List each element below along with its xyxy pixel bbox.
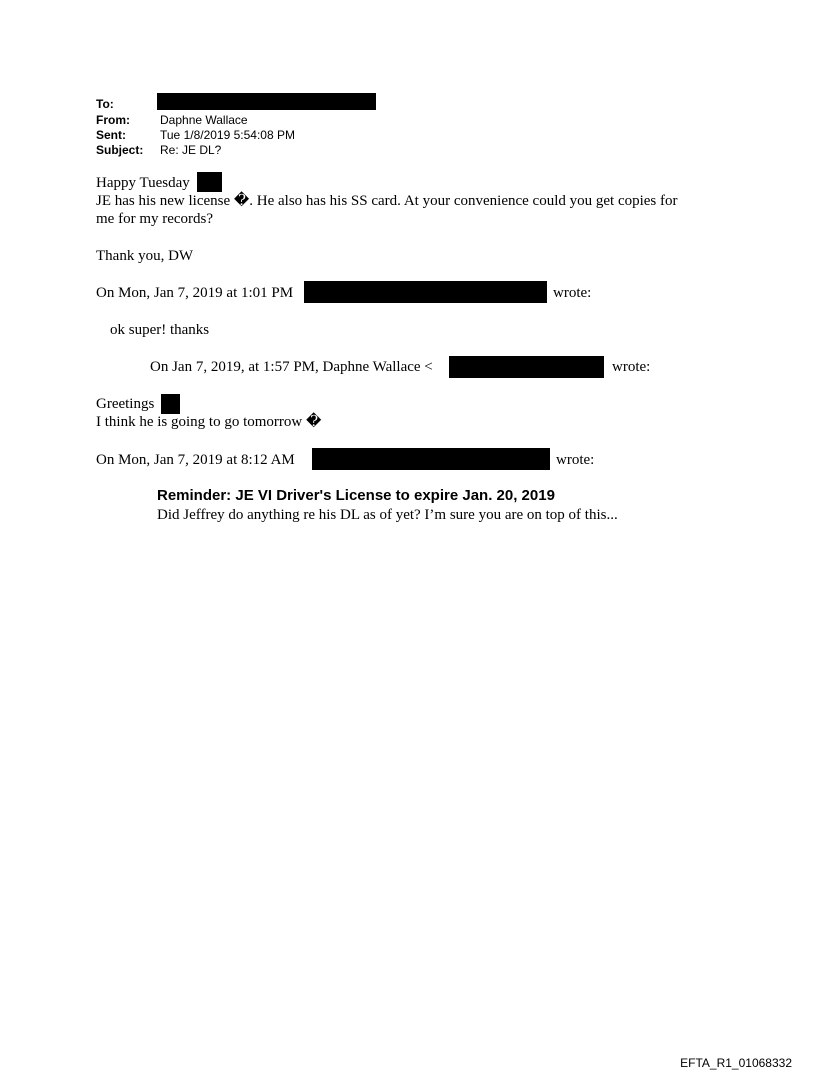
redacted-name bbox=[161, 394, 180, 414]
quote2-wrote: wrote: bbox=[612, 359, 651, 375]
reminder-body: Did Jeffrey do anything re his DL as of yet? I’m sure you are on top of this... bbox=[157, 507, 618, 523]
redacted-email bbox=[449, 356, 604, 378]
redacted-sender bbox=[312, 448, 550, 470]
subject-value: Re: JE DL? bbox=[160, 143, 222, 157]
quote1-wrote: wrote: bbox=[553, 285, 592, 301]
quote1-intro: On Mon, Jan 7, 2019 at 1:01 PM bbox=[96, 285, 294, 301]
redacted-recipient bbox=[157, 93, 376, 110]
message-line-2: me for my records? bbox=[96, 211, 214, 227]
redacted-name bbox=[197, 172, 222, 192]
from-value: Daphne Wallace bbox=[160, 113, 248, 127]
message-line-1: JE has his new license �. He also has his SS card. At your convenience could you get copies for bbox=[96, 193, 678, 209]
to-label: To: bbox=[96, 97, 114, 111]
reminder-title: Reminder: JE VI Driver's License to expire Jan. 20, 2019 bbox=[157, 487, 555, 504]
quote2-intro: On Jan 7, 2019, at 1:57 PM, Daphne Wallace < bbox=[150, 359, 433, 375]
quote3-intro: On Mon, Jan 7, 2019 at 8:12 AM bbox=[96, 452, 295, 468]
sent-value: Tue 1/8/2019 5:54:08 PM bbox=[160, 128, 295, 142]
greeting-text: Happy Tuesday bbox=[96, 175, 190, 191]
quote3-wrote: wrote: bbox=[556, 452, 595, 468]
redacted-sender bbox=[304, 281, 547, 303]
quote2-greeting: Greetings bbox=[96, 396, 155, 412]
signoff-text: Thank you, DW bbox=[96, 248, 194, 264]
quote2-body: I think he is going to go tomorrow � bbox=[96, 414, 322, 430]
document-id: EFTA_R1_01068332 bbox=[680, 1056, 792, 1070]
sent-label: Sent: bbox=[96, 128, 126, 142]
quote1-reply: ok super! thanks bbox=[110, 322, 210, 338]
subject-label: Subject: bbox=[96, 143, 144, 157]
from-label: From: bbox=[96, 113, 130, 127]
